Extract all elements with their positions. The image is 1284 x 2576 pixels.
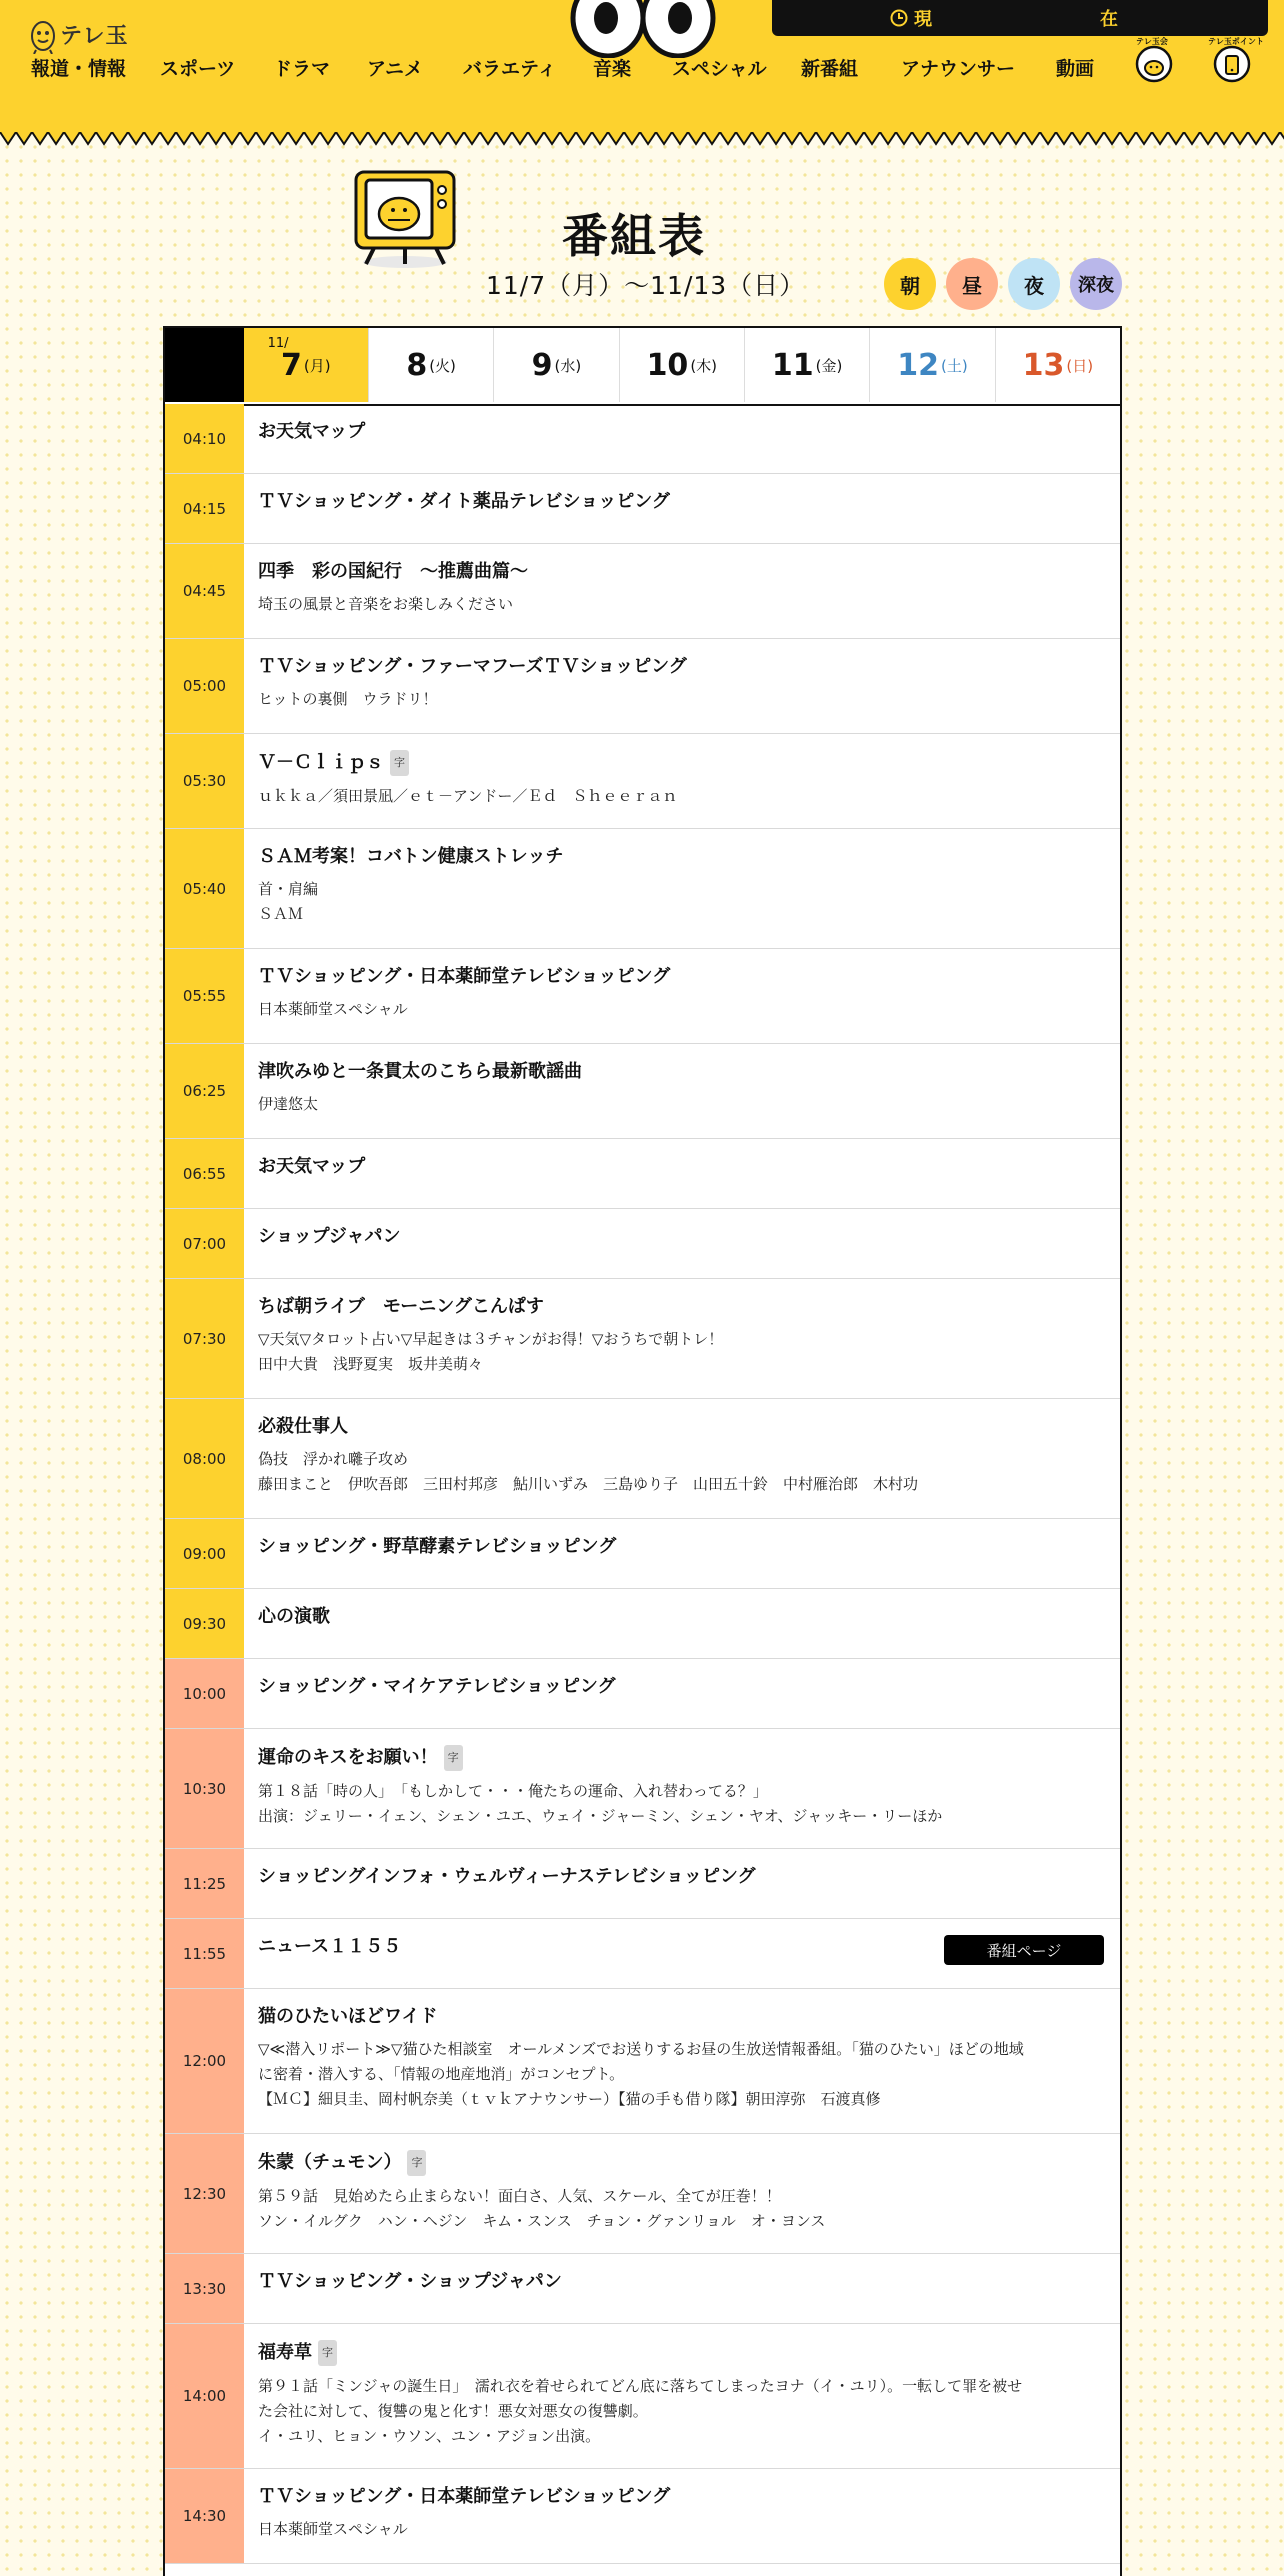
day-tab-7[interactable]	[244, 328, 368, 402]
program-description-line: ▽≪潜入リポート≫▽猫ひた相談室 オールメンズでお送りするお昼の生放送情報番組。「猫のひたい」ほどの地域	[258, 2040, 1024, 2058]
program-description-line: 【ＭＣ】細貝圭、岡村帆奈美（ｔｖｋアナウンサー）【猫の手も借り隊】朝田淳弥 石渡真修	[258, 2090, 881, 2108]
program-title-line	[258, 2150, 1106, 2176]
program-body	[258, 2340, 1106, 2449]
tod-label: 朝	[900, 273, 920, 298]
day-number: 9	[531, 347, 553, 383]
program-description-line: 田中大貴 浅野夏実 坂井美萌々	[258, 1355, 484, 1373]
program-description-line: ▽天気▽タロット占い▽早起きは３チャンがお得！▽おうちで朝トレ！	[258, 1330, 724, 1348]
program-time: 09:30	[165, 1589, 244, 1658]
program-body	[258, 1415, 1106, 1497]
program-time: 05:00	[165, 639, 244, 733]
teletama-point-label: テレ玉ポイント	[1208, 37, 1264, 46]
eyes-illustration	[570, 0, 716, 58]
program-description-line: 日本薬師堂スペシャル	[258, 2520, 408, 2538]
program-body	[258, 1605, 1106, 1629]
program-description-line: 偽技 浮かれ囃子攻め	[258, 1450, 409, 1468]
program-title[interactable]: ＴＶショッピング・ショップジャパン	[258, 2271, 562, 2292]
nav-news[interactable]: 報道・情報	[31, 58, 127, 80]
program-row[interactable]	[165, 2469, 1120, 2564]
program-time: 14:00	[165, 2324, 244, 2468]
day-number: 11	[771, 347, 814, 383]
program-schedule	[163, 326, 1122, 2576]
program-title-line	[258, 2005, 1106, 2029]
program-body	[258, 2150, 1106, 2234]
tamatama-mascot-icon	[30, 14, 56, 54]
program-row[interactable]	[165, 474, 1120, 544]
program-description	[258, 592, 1106, 617]
program-body	[258, 655, 1106, 712]
program-title[interactable]: 津吹みゆと一条貫太のこちら最新歌謡曲	[258, 1061, 582, 1082]
program-title[interactable]: ちば朝ライブ モーニングこんぱす	[258, 1296, 544, 1317]
day-tab-8[interactable]	[368, 328, 493, 402]
day-number: 10	[646, 347, 689, 383]
program-row[interactable]	[165, 1849, 1120, 1919]
program-title[interactable]: ＴＶショッピング・日本薬師堂テレビショッピング	[258, 966, 671, 987]
nav-anime[interactable]: アニメ	[367, 58, 424, 80]
program-row[interactable]	[165, 544, 1120, 639]
program-title-line	[258, 845, 1106, 869]
program-title[interactable]: 猫のひたいほどワイド	[258, 2006, 438, 2027]
program-title[interactable]: ニュース１１５５	[258, 1936, 402, 1957]
program-time: 06:25	[165, 1044, 244, 1138]
program-body	[258, 1060, 1106, 1117]
program-title[interactable]: ショッピング・マイケアテレビショッピング	[258, 1676, 616, 1697]
program-title-line	[258, 1060, 1106, 1084]
program-title-line	[258, 420, 1106, 444]
teletama-club-link[interactable]	[1134, 37, 1174, 86]
program-body	[258, 1675, 1106, 1699]
time-of-day-morning[interactable]	[884, 258, 936, 310]
clock-icon	[890, 9, 908, 27]
program-title-line	[258, 655, 1106, 679]
tv-mascot-illustration	[352, 168, 458, 270]
program-description-line: ソン・イルグク ハン・ヘジン キム・スンス チョン・グァンリョル オ・ヨンス	[258, 2212, 826, 2230]
program-title-line	[258, 750, 1106, 776]
tod-label: 夜	[1024, 273, 1044, 298]
program-title[interactable]: 運命のキスをお願い！	[258, 1747, 438, 1768]
day-tab-9[interactable]	[493, 328, 618, 402]
program-title[interactable]: 朱蒙（チュモン）	[258, 2152, 402, 2173]
day-number: 12	[897, 347, 939, 383]
program-time: 14:30	[165, 2469, 244, 2563]
program-row[interactable]	[165, 1044, 1120, 1139]
program-description-line: 第５９話 見始めたら止まらない！面白さ、人気、スケール、全てが圧巻！！	[258, 2187, 781, 2205]
program-title-line	[258, 1745, 1106, 1771]
program-title[interactable]: お天気マップ	[258, 421, 366, 442]
program-time: 04:45	[165, 544, 244, 638]
program-title[interactable]: 必殺仕事人	[258, 1416, 348, 1437]
nav-drama[interactable]: ドラマ	[273, 58, 331, 80]
program-body	[258, 2485, 1106, 2542]
program-time: 12:00	[165, 1989, 244, 2133]
program-title-line	[258, 1415, 1106, 1439]
program-body	[258, 1535, 1106, 1559]
day-weekday: (土)	[941, 356, 968, 375]
day-number: 7	[280, 347, 302, 383]
day-selector	[165, 328, 1120, 406]
program-description-line: 日本薬師堂スペシャル	[258, 1000, 408, 1018]
program-title[interactable]: ＴＶショッピング・日本薬師堂テレビショッピング	[258, 2486, 671, 2507]
program-title-line	[258, 1155, 1106, 1179]
program-row[interactable]	[165, 1209, 1120, 1279]
program-time: 10:00	[165, 1659, 244, 1728]
program-title-line	[258, 1865, 1106, 1889]
program-title-line	[258, 1295, 1106, 1319]
program-description	[258, 687, 1106, 712]
program-description-line: 伊達悠太	[258, 1095, 319, 1113]
tod-label: 深夜	[1078, 275, 1114, 296]
program-body	[258, 560, 1106, 617]
program-description	[258, 2517, 1106, 2542]
program-time: 13:30	[165, 2254, 244, 2323]
page-title: 番組表	[562, 209, 706, 263]
program-body	[258, 845, 1106, 927]
main-nav	[0, 54, 1284, 84]
header-zigzag-edge	[0, 132, 1284, 148]
day-weekday: (日)	[1066, 356, 1094, 375]
program-body	[258, 2005, 1106, 2112]
program-row[interactable]	[165, 639, 1120, 734]
program-row[interactable]	[165, 1519, 1120, 1589]
program-title-line	[258, 1675, 1106, 1699]
program-time: 06:55	[165, 1139, 244, 1208]
teletama-point-link[interactable]	[1208, 37, 1264, 86]
program-description-line: 藤田まこと 伊吹吾郎 三田村邦彦 鮎川いずみ 三島ゆり子 山田五十鈴 中村雁治郎 木村功	[258, 1475, 919, 1493]
program-time: 04:15	[165, 474, 244, 543]
day-tab-11[interactable]	[744, 328, 869, 402]
program-description-line: 出演：ジェリー・イェン、シェン・ユエ、ウェイ・ジャーミン、シェン・ヤオ、ジャッキー・リーほか	[258, 1807, 943, 1825]
program-description	[258, 1327, 1106, 1377]
program-row[interactable]	[165, 734, 1120, 829]
day-corner	[165, 328, 244, 402]
day-tab-12[interactable]	[869, 328, 994, 402]
teletama-club-label: テレ玉会	[1136, 37, 1168, 46]
program-description-line: ｕｋｋａ／須田景凪／ｅｔ－アンドー／Ｅｄ Ｓｈｅｅｒａｎ	[258, 787, 678, 805]
tod-label: 昼	[962, 273, 982, 298]
nav-new-programs[interactable]: 新番組	[801, 58, 859, 80]
subtitle-badge: 字	[318, 2340, 337, 2366]
program-row[interactable]	[165, 1399, 1120, 1519]
program-description-line: ＳＡＭ	[258, 905, 304, 923]
program-description-line: 埼玉の風景と音楽をお楽しみください	[258, 595, 514, 613]
day-weekday: (木)	[690, 356, 718, 375]
program-row[interactable]	[165, 1279, 1120, 1399]
nav-videos[interactable]: 動画	[1056, 58, 1095, 80]
program-description	[258, 2037, 1106, 2112]
nav-special[interactable]: スペシャル	[672, 58, 767, 80]
clock-left-text: 現	[914, 9, 932, 30]
day-weekday: (月)	[303, 356, 331, 375]
program-description	[258, 1447, 1106, 1497]
program-title[interactable]: 四季 彩の国紀行 ～推薦曲篇～	[258, 561, 528, 582]
day-weekday: (金)	[815, 356, 843, 375]
program-body	[258, 1225, 1106, 1249]
program-row[interactable]	[165, 1919, 1120, 1989]
program-time: 04:10	[165, 404, 244, 473]
program-body	[258, 1155, 1106, 1179]
program-title-line	[258, 490, 1106, 514]
current-time-bar	[772, 0, 1268, 36]
day-tab-10[interactable]	[619, 328, 744, 402]
program-row[interactable]	[165, 1729, 1120, 1849]
time-of-day-night[interactable]	[1008, 258, 1060, 310]
date-range: 11/7（月）〜11/13（日）	[486, 271, 806, 300]
program-title[interactable]: ＳＡＭ考案！コバトン健康ストレッチ	[258, 846, 564, 867]
program-body	[258, 750, 1106, 809]
program-description-line: ヒットの裏側 ウラドリ！	[258, 690, 438, 708]
program-title-line	[258, 2485, 1106, 2509]
program-description	[258, 784, 1106, 809]
program-time: 05:40	[165, 829, 244, 948]
program-title-line	[258, 1225, 1106, 1249]
program-row[interactable]	[165, 404, 1120, 474]
nav-variety[interactable]: バラエティ	[463, 58, 557, 80]
program-body	[258, 490, 1106, 514]
program-row[interactable]	[165, 829, 1120, 949]
program-row[interactable]	[165, 2254, 1120, 2324]
program-title-line	[258, 965, 1106, 989]
site-logo[interactable]	[30, 14, 129, 54]
program-description-line: 首・肩編	[258, 880, 319, 898]
program-row[interactable]	[165, 1139, 1120, 1209]
program-time: 11:25	[165, 1849, 244, 1918]
nav-music[interactable]: 音楽	[593, 58, 632, 80]
program-title-line	[258, 1535, 1106, 1559]
subtitle-badge: 字	[444, 1745, 463, 1771]
program-title[interactable]: ショッピングインフォ・ウェルヴィーナステレビショッピング	[258, 1866, 756, 1887]
day-weekday: (水)	[554, 356, 582, 375]
program-time: 05:55	[165, 949, 244, 1043]
program-title[interactable]: 心の演歌	[258, 1606, 330, 1627]
program-title[interactable]: ＴＶショッピング・ファーマフーズＴＶショッピング	[258, 656, 687, 677]
program-title[interactable]: Ｖ－Ｃｌｉｐｓ	[258, 752, 384, 773]
program-description	[258, 997, 1106, 1022]
program-title-line	[258, 2340, 1106, 2366]
program-body	[258, 1745, 1106, 1829]
program-body	[258, 420, 1106, 444]
program-row[interactable]	[165, 1659, 1120, 1729]
program-row[interactable]	[165, 1989, 1120, 2134]
program-title-line	[258, 2270, 1106, 2294]
nav-sports[interactable]: スポーツ	[160, 58, 236, 80]
program-description	[258, 877, 1106, 927]
day-weekday: (火)	[429, 356, 456, 375]
program-description	[258, 2184, 1106, 2234]
program-time: 08:00	[165, 1399, 244, 1518]
program-page-button[interactable]: 番組ページ	[944, 1935, 1104, 1965]
program-body	[258, 1295, 1106, 1377]
program-description	[258, 1779, 1106, 1829]
program-time: 10:30	[165, 1729, 244, 1848]
program-time: 11:55	[165, 1919, 244, 1988]
time-of-day-daytime[interactable]	[946, 258, 998, 310]
program-title[interactable]: 福寿草	[258, 2342, 312, 2363]
program-title-line	[258, 1605, 1106, 1629]
subtitle-badge: 字	[390, 750, 409, 776]
program-body	[258, 965, 1106, 1022]
logo-text: テレ玉	[60, 23, 129, 49]
program-description-line: イ・ユリ、ヒョン・ウソン、ユン・アジョン出演。	[258, 2427, 601, 2445]
site-header	[0, 0, 1284, 132]
program-title[interactable]: ショップジャパン	[258, 1226, 401, 1247]
program-title[interactable]: ＴＶショッピング・ダイト薬品テレビショッピング	[258, 491, 670, 512]
day-tab-13[interactable]	[995, 328, 1120, 402]
program-description-line: た会社に対して、復讐の鬼と化す！悪女対悪女の復讐劇。	[258, 2402, 648, 2420]
program-title[interactable]: ショッピング・野草酵素テレビショッピング	[258, 1536, 617, 1557]
program-time: 07:00	[165, 1209, 244, 1278]
program-row[interactable]	[165, 2134, 1120, 2254]
subtitle-badge: 字	[407, 2150, 426, 2176]
time-of-day-late-night[interactable]	[1070, 258, 1122, 310]
program-title-line	[258, 560, 1106, 584]
program-body	[258, 1865, 1106, 1889]
program-body	[258, 2270, 1106, 2294]
program-title[interactable]: お天気マップ	[258, 1156, 366, 1177]
day-number: 8	[406, 347, 428, 383]
program-description-line: 第９１話「ミンジャの誕生日」 濡れ衣を着せられてどん底に落ちてしまったヨナ（イ・ユリ）。一転して罪を被せ	[258, 2377, 1023, 2395]
program-time: 07:30	[165, 1279, 244, 1398]
program-description	[258, 2374, 1106, 2449]
program-time: 09:00	[165, 1519, 244, 1588]
program-description-line: 第１８話「時の人」 「もしかして・・・俺たちの運命、入れ替わってる？」	[258, 1782, 768, 1800]
program-row[interactable]	[165, 949, 1120, 1044]
clock-right-text: 在	[1100, 9, 1118, 30]
day-month: 11/	[267, 336, 289, 351]
program-row[interactable]	[165, 1589, 1120, 1659]
program-time: 12:30	[165, 2134, 244, 2253]
program-description	[258, 1092, 1106, 1117]
nav-announcers[interactable]: アナウンサー	[901, 58, 1016, 80]
program-time: 05:30	[165, 734, 244, 828]
day-number: 13	[1022, 347, 1065, 383]
program-description-line: に密着・潜入する、「情報の地産地消」がコンセプト。	[258, 2065, 625, 2083]
program-row[interactable]	[165, 2324, 1120, 2469]
